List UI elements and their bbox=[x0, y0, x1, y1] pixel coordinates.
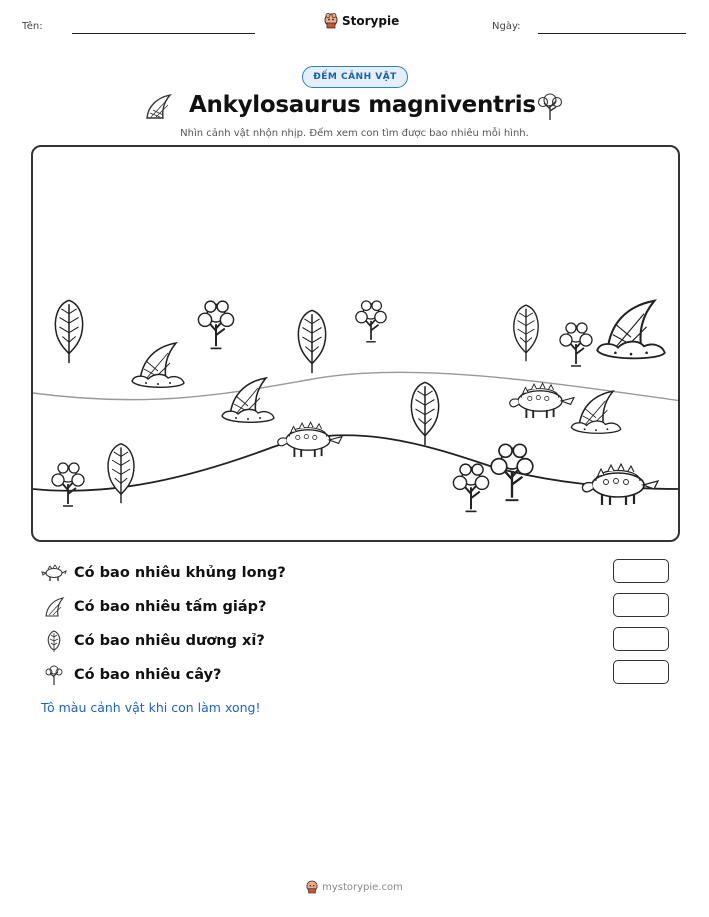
date-field-line[interactable] bbox=[538, 33, 686, 34]
tree-icon bbox=[41, 664, 67, 686]
answer-box-armor-plates[interactable] bbox=[613, 593, 669, 617]
fern-1 bbox=[55, 300, 82, 363]
dinosaur-icon bbox=[41, 562, 67, 584]
title-row bbox=[0, 92, 709, 122]
question-row-dinosaurs bbox=[41, 562, 286, 584]
armor-plate-4 bbox=[571, 391, 620, 433]
question-text: Có bao nhiêu tấm giáp? bbox=[74, 599, 267, 615]
fern-4 bbox=[108, 444, 134, 503]
answer-box-ferns[interactable] bbox=[613, 627, 669, 651]
counting-scene bbox=[31, 145, 680, 542]
dinosaur-3 bbox=[582, 464, 658, 505]
question-row-ferns bbox=[41, 630, 265, 652]
tree-6 bbox=[491, 444, 533, 500]
question-text: Có bao nhiêu cây? bbox=[74, 667, 222, 683]
answer-box-dinosaurs[interactable] bbox=[613, 559, 669, 583]
coloring-note: Tô màu cảnh vật khi con làm xong! bbox=[41, 700, 261, 715]
question-text: Có bao nhiêu dương xỉ? bbox=[74, 633, 265, 649]
armor-plate-2 bbox=[222, 378, 274, 422]
fern-2 bbox=[298, 310, 325, 373]
answer-box-trees[interactable] bbox=[613, 660, 669, 684]
brand-name: Storypie bbox=[342, 14, 400, 28]
fern-3 bbox=[411, 382, 438, 445]
storypie-mascot-icon bbox=[324, 13, 338, 29]
storypie-mascot-icon bbox=[306, 880, 318, 894]
instructions: Nhìn cảnh vật nhộn nhịp. Đếm xem con tìm được bao nhiêu mỗi hình. bbox=[180, 128, 529, 139]
tree-5 bbox=[453, 464, 488, 511]
date-label: Ngày: bbox=[492, 21, 521, 32]
footer-site[interactable]: mystorypie.com bbox=[322, 881, 403, 893]
tree-3 bbox=[560, 323, 592, 366]
armor-plate-icon bbox=[41, 596, 67, 618]
tree-1 bbox=[198, 301, 233, 348]
question-row-trees bbox=[41, 664, 221, 686]
question-text: Có bao nhiêu khủng long? bbox=[74, 565, 286, 581]
scene-drawing bbox=[33, 147, 680, 542]
armor-plate-icon bbox=[144, 93, 174, 121]
armor-plate-1 bbox=[132, 343, 184, 387]
footer bbox=[0, 880, 709, 894]
armor-plate-3 bbox=[597, 301, 665, 359]
dinosaur-1 bbox=[278, 422, 342, 457]
tree-icon bbox=[536, 91, 564, 121]
tree-4 bbox=[52, 463, 84, 506]
dinosaur-2 bbox=[510, 383, 574, 418]
name-label: Tên: bbox=[22, 21, 43, 32]
name-field-line[interactable] bbox=[72, 33, 255, 34]
question-row-armor-plates bbox=[41, 596, 266, 618]
fern-icon bbox=[41, 630, 67, 652]
activity-badge: ĐẾM CẢNH VẬT bbox=[302, 66, 408, 88]
fern-5 bbox=[514, 305, 538, 361]
page-title: Ankylosaurus magniventris bbox=[189, 92, 536, 118]
tree-2 bbox=[356, 301, 386, 342]
brand-logo bbox=[324, 13, 399, 29]
